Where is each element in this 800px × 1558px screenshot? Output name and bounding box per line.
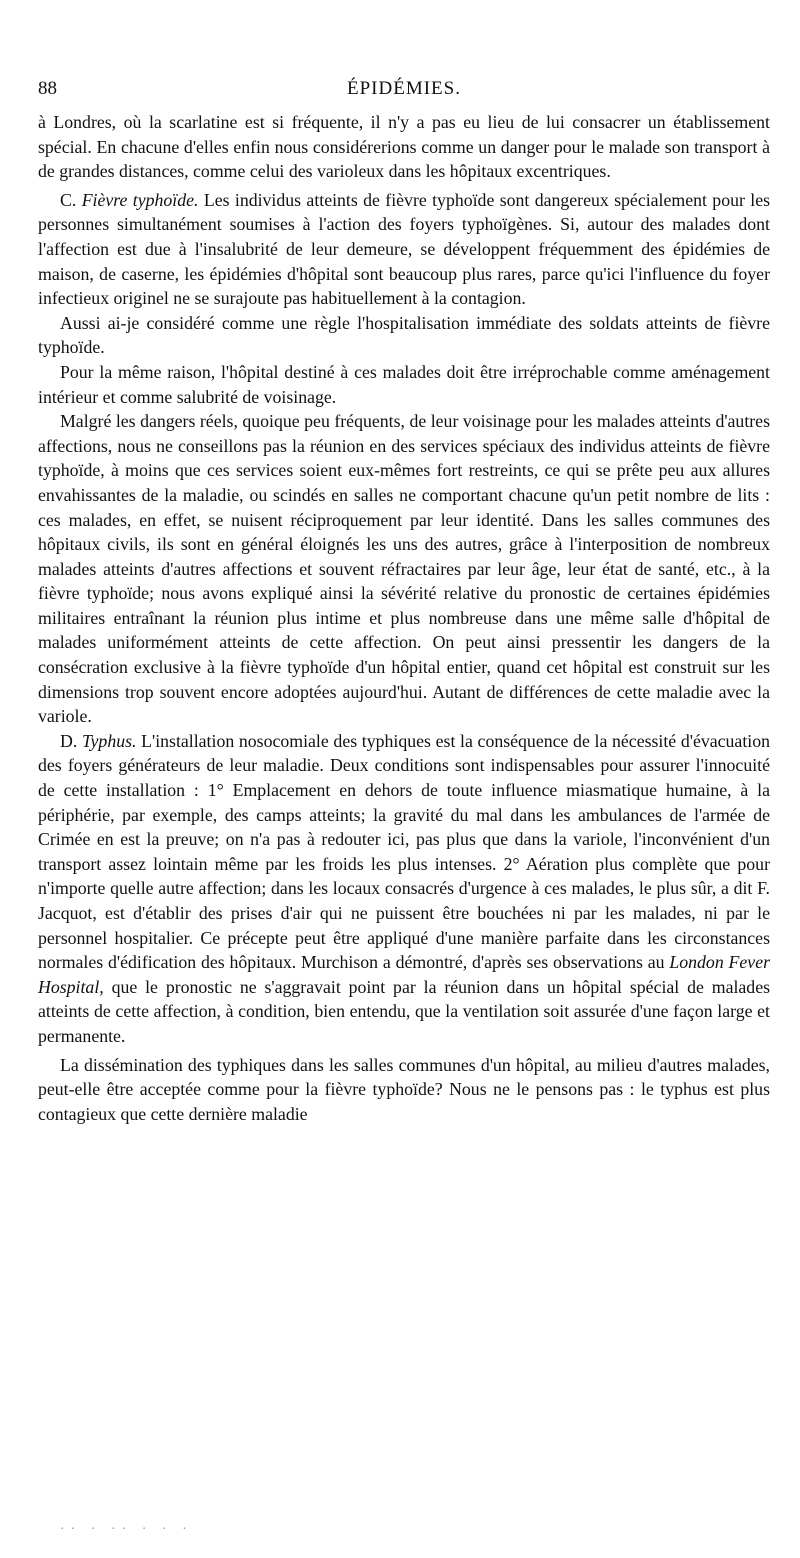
- paragraph-text: L'installation nosocomiale des typhiques est la conséquence de la nécessité d'évacuation des foyers générateurs de leur maladie. Deux conditions sont indispensables pour assurer l'innocuité de cette installation : 1° Emplacement en dehors de toute influence miasmatique humaine, à la périphérie, par exemple, des camps atteints; la gravité du mal dans les ambulances de l'armée de Crimée en est la preuve; on n'a pas à redouter ici, pas plus que dans la variole, l'inconvénient d'un transport assez lointain même par les froids les plus intenses. 2° Aération plus complète que pour n'importe quelle autre affection; dans les locaux consacrés d'urgence à ces malades, le plus sûr, a dit F. Jacquot, est d'établir des prises d'air qui ne puissent être bouchées ni par les malades, ni par le personnel hospitalier. Ce précepte peut être appliqué d'une manière parfaite dans les circonstances normales d'édification des hôpitaux. Murchison a démontré, d'après ses observations au: [38, 730, 770, 973]
- section-label-c: C.: [60, 189, 77, 210]
- section-heading-typhus: Typhus.: [81, 730, 137, 751]
- book-page: [38, 78, 770, 1126]
- section-label-d: D.: [60, 730, 78, 751]
- running-title: ÉPIDÉMIES.: [347, 78, 461, 99]
- paragraph-dissemination: La dissémination des typhiques dans les salles communes d'un hôpital, au milieu d'autres malades, peut-elle être acceptée comme pour la fièvre typhoïde? Nous ne le pensons pas : le typhus est plus contagieux que cette dernière maladie: [38, 1054, 770, 1124]
- paragraph-hospitalisation: Aussi ai-je considéré comme une règle l'hospitalisation immédiate des soldats atteints de fièvre typhoïde.: [38, 312, 770, 358]
- body-text: [38, 110, 770, 1126]
- page-header: [38, 78, 770, 110]
- paragraph-scarlatine: à Londres, où la scarlatine est si fréquente, il n'y a pas eu lieu de lui consacrer un établissement spécial. En chacune d'elles enfin nous considérerions comme un danger pour le malade son transport à de grandes distances, comme celui des varioleux dans les hôpitaux excentriques.: [38, 112, 770, 182]
- page-number: 88: [38, 78, 57, 99]
- section-heading-fievre-typhoide: Fièvre typhoïde.: [81, 189, 199, 210]
- paragraph-typhus: [38, 729, 770, 1049]
- paragraph-dangers-reels: Malgré les dangers réels, quoique peu fréquents, de leur voisinage pour les malades atteints d'autres affections, nous ne conseillons pas la réunion en des services spéciaux des individus atteints de fièvre typhoïde, à moins que ces services soient eux-mêmes fort restreints, ce qui se prête peu aux allures envahissantes de la maladie, ou scindés en salles ne comportant chacune qu'un petit nombre de lits : ces malades, en effet, se nuisent réciproquement par leur identité. Dans les salles communes des hôpitaux civils, ils sont en général éloignés les uns des autres, grâce à l'interposition de nombreux malades atteints d'autres affections et souvent réfractaires par leur âge, leur état de santé, etc., à la fièvre typhoïde; nous avons expliqué ainsi la sévérité relative du pronostic de certaines épidémies militaires entraînant la réunion plus intime et plus nombreuse dans une même salle d'hôpital de malades uniformément atteints de cette affection. On peut ainsi pressentir les dangers de la consécration exclusive à la fièvre typhoïde d'un hôpital entier, quand cet hôpital est construit sur les dimensions trop souvent encore adoptées aujourd'hui. Autant de différences de cette maladie avec la variole.: [38, 411, 770, 727]
- paragraph-text: que le pronostic ne s'aggravait point par la réunion dans un hôpital spécial de malades atteints de cette affection, à condition, bien entendu, que la ventilation soit assurée d'une façon large et permanente.: [38, 976, 770, 1046]
- paragraph-text: Les individus atteints de fièvre typhoïde sont dangereux spécialement pour les personnes simultanément soumises à l'action des foyers typhoïgènes. Si, autour des malades dont l'affection est due à l'insalubrité de leur demeure, se développent fréquemment des épidémies de maison, de caserne, les épidémies d'hôpital sont beaucoup plus rares, parce qu'ici l'influence du foyer infectieux originel ne se surajoute pas habituellement à la contagion.: [38, 189, 771, 309]
- scan-artifact-marks: ·· · ·· · · ·: [60, 1522, 193, 1537]
- paragraph-hopital-destine: Pour la même raison, l'hôpital destiné à ces malades doit être irréprochable comme aménagement intérieur et comme salubrité de voisinage.: [38, 361, 770, 407]
- hospital-name-reference: London Fever Hospital,: [38, 952, 771, 997]
- paragraph-fievre-typhoide: [38, 188, 770, 311]
